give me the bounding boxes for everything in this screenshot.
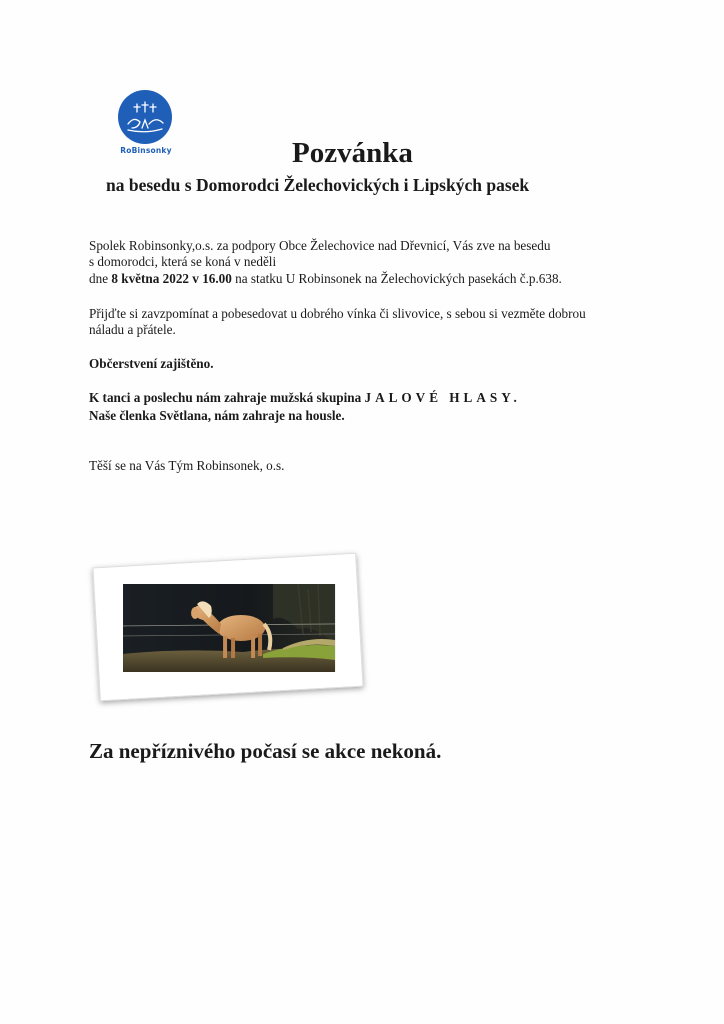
band-name: JALOVÉ HLASY. [364, 390, 521, 405]
event-date: 8 května 2022 v 16.00 [111, 271, 232, 286]
invite-line-2: náladu a přátele. [89, 322, 176, 337]
logo-figures-icon [118, 90, 172, 144]
logo-emblem [118, 90, 172, 144]
page-subtitle: na besedu s Domorodci Želechovických i Lipských pasek [106, 175, 530, 195]
intro-line-1: Spolek Robinsonky,o.s. za podpory Obce Želechovice nad Dřevnicí, Vás zve na besedu [89, 238, 551, 253]
music-line-2: Naše členka Světlana, nám zahraje na housle. [89, 408, 345, 423]
refreshment-note: Občerstvení zajištěno. [89, 356, 214, 371]
intro-line-2: s domorodci, která se koná v neděli [89, 254, 277, 269]
weather-note: Za nepříznivého počasí se akce nekoná. [89, 739, 442, 763]
horse-image [123, 584, 335, 672]
horse-photo [123, 584, 335, 672]
venue-text: na statku U Robinsonek na Želechovických pasekách č.p.638. [231, 271, 562, 286]
music-line-1 [89, 390, 521, 406]
signature: Těší se na Vás Tým Robinsonek, o.s. [89, 458, 285, 473]
page-title: Pozvánka [292, 137, 413, 169]
logo-label: RoBinsonky [120, 146, 172, 155]
music-prefix: K tanci a poslechu nám zahraje mužská skupina [89, 390, 365, 405]
date-prefix: dne [89, 271, 112, 286]
intro-line-3 [89, 271, 562, 287]
photo-frame [92, 553, 363, 702]
invite-line-1: Přijďte si zavzpomínat a pobesedovat u dobrého vínka či slivovice, s sebou si vezměte dobrou [89, 306, 586, 321]
robinsonky-logo [113, 90, 179, 162]
